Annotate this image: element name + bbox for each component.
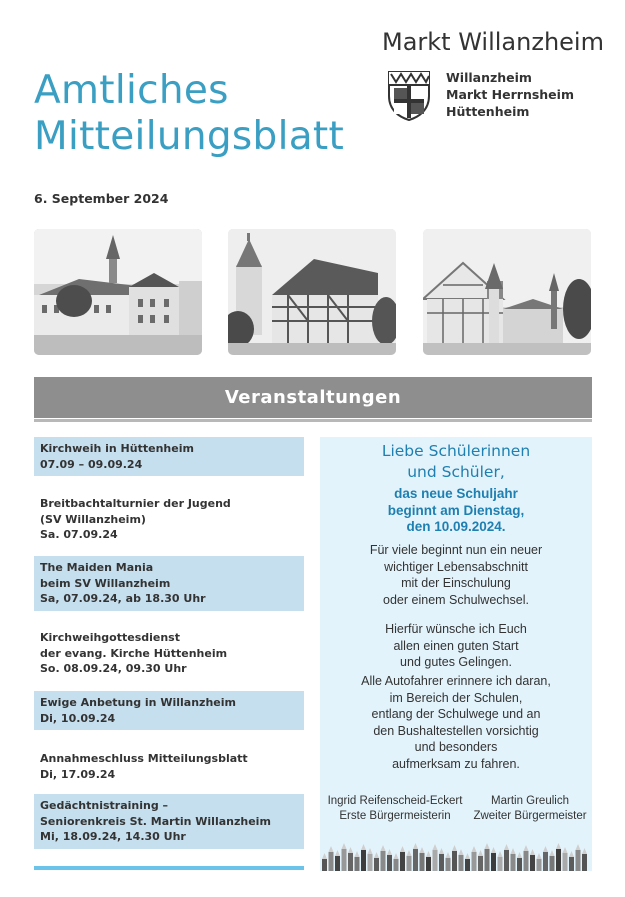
event-title: Ewige Anbetung in Willanzheim: [40, 696, 236, 709]
event-item: [34, 556, 304, 611]
letter-heading-line: Liebe Schülerinnen: [381, 442, 531, 460]
signature-first-mayor: [320, 794, 470, 824]
event-detail: (SV Willanzheim): [40, 512, 146, 526]
letter-heading-line: und Schüler,: [407, 463, 505, 481]
event-item: [34, 691, 304, 730]
event-date: Mi, 18.09.24, 14.30 Uhr: [40, 830, 186, 843]
letter-subheading: [320, 486, 592, 536]
letter-paragraph: [320, 673, 592, 772]
municipality-name: Markt Willanzheim: [382, 28, 604, 56]
event-title: The Maiden Mania: [40, 561, 154, 574]
title-line-2: Mitteilungsblatt: [34, 114, 345, 159]
letter-line: und besonders: [414, 740, 498, 754]
photo-town-hall: [423, 229, 591, 355]
event-title: Breitbachtalturnier der Jugend: [40, 497, 231, 510]
colored-pencils-image: [320, 839, 592, 871]
signature-name: Ingrid Reifenscheid-Eckert: [327, 795, 463, 807]
event-date: Di, 17.09.24: [40, 767, 116, 781]
school-start-letter: [320, 437, 592, 871]
letter-heading: [320, 441, 592, 483]
letter-line: allen einen guten Start: [393, 638, 519, 653]
event-item: [34, 492, 304, 547]
issue-date: 6. September 2024: [34, 191, 169, 206]
event-item: [34, 747, 304, 786]
place-name: Hüttenheim: [446, 104, 530, 119]
letter-subheading-line: das neue Schuljahr: [394, 486, 518, 501]
event-detail: Seniorenkreis St. Martin Willanzheim: [40, 814, 271, 828]
section-banner: Veranstaltungen: [34, 377, 592, 418]
signature-name: Martin Greulich: [491, 795, 569, 807]
letter-subheading-line: beginnt am Dienstag,: [387, 502, 525, 518]
photo-village-church: [34, 229, 202, 355]
letter-line: oder einem Schulwechsel.: [383, 592, 529, 607]
place-name: Markt Herrnsheim: [446, 87, 574, 102]
event-date: Sa. 07.09.24: [40, 528, 118, 541]
letter-line: Alle Autofahrer erinnere ich daran,: [361, 674, 551, 688]
page-title: [34, 68, 344, 160]
event-item: [34, 437, 304, 476]
letter-line: aufmerksam zu fahren.: [392, 756, 520, 771]
event-item: [34, 626, 304, 681]
event-date: Di, 10.09.24: [40, 711, 116, 725]
letter-line: und gutes Gelingen.: [400, 655, 512, 669]
event-item: [34, 794, 304, 849]
letter-subheading-line: den 10.09.2024.: [406, 519, 506, 534]
letter-line: Für viele beginnt nun ein neuer: [369, 543, 543, 557]
photo-half-timbered-house: [228, 229, 396, 355]
event-title: Annahmeschluss Mitteilungsblatt: [40, 752, 248, 765]
signature-role: Zweiter Bürgermeister: [473, 810, 587, 822]
event-detail: der evang. Kirche Hüttenheim: [40, 646, 228, 660]
event-date: So. 08.09.24, 09.30 Uhr: [40, 662, 187, 675]
event-detail: beim SV Willanzheim: [40, 576, 171, 590]
coat-of-arms-icon: [386, 70, 432, 122]
letter-line: Hierfür wünsche ich Euch: [385, 622, 527, 636]
letter-line: entlang der Schulwege und an: [371, 707, 541, 721]
municipality-places: [446, 69, 574, 120]
letter-line: mit der Einschulung: [401, 576, 511, 590]
event-date: Sa, 07.09.24, ab 18.30 Uhr: [40, 592, 206, 605]
event-title: Kirchweihgottesdienst: [40, 631, 180, 644]
title-line-1: Amtliches: [34, 68, 229, 113]
signature-role: Erste Bürgermeisterin: [339, 810, 451, 822]
event-date: 07.09 – 09.09.24: [40, 457, 143, 471]
bottom-accent-bar: [34, 866, 304, 870]
letter-line: den Bushaltestellen vorsichtig: [373, 723, 539, 738]
letter-paragraph: [320, 542, 592, 608]
event-title: Gedächtnistraining –: [40, 799, 169, 812]
event-title: Kirchweih in Hüttenheim: [40, 442, 194, 455]
banner-divider: [34, 419, 592, 422]
letter-line: im Bereich der Schulen,: [389, 690, 523, 705]
letter-line: wichtiger Lebensabschnitt: [384, 559, 528, 574]
letter-paragraph: [320, 621, 592, 671]
signature-second-mayor: [468, 794, 592, 824]
place-name: Willanzheim: [446, 70, 532, 85]
